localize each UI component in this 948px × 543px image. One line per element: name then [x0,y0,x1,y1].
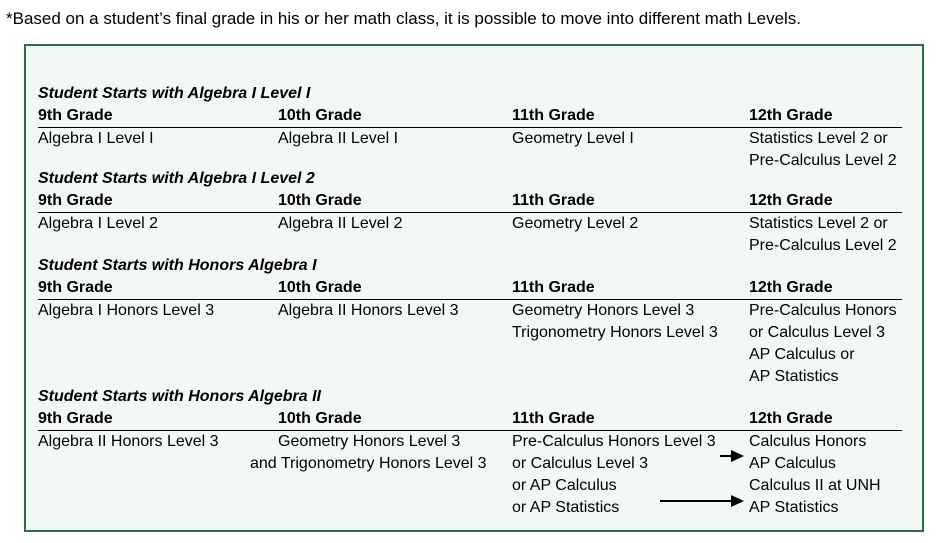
course-cell: AP Calculus or [749,346,855,363]
course-pathway-panel [24,44,924,532]
course-cell: AP Calculus [749,455,836,472]
grade-header-12: 12th Grade [749,107,833,124]
course-cell: Algebra II Honors Level 3 [278,302,459,319]
course-cell: Geometry Level I [512,130,634,147]
arrow-icon [660,500,732,502]
course-cell: or Calculus Level 3 [749,324,886,341]
grade-header-10: 10th Grade [278,192,362,209]
course-cell: Algebra I Level 2 [38,215,159,232]
course-cell: Pre-Calculus Level 2 [749,237,897,254]
grade-header-9: 9th Grade [38,410,113,427]
course-cell: or AP Calculus [512,477,617,494]
course-cell: Calculus II at UNH [749,477,881,494]
course-cell: Algebra I Honors Level 3 [38,302,215,319]
arrow-head-icon [731,495,744,507]
grade-header-11: 11th Grade [512,107,595,124]
course-cell: and Trigonometry Honors Level 3 [250,455,487,472]
course-cell: Pre-Calculus Honors Level 3 [512,433,716,450]
grade-header-12: 12th Grade [749,279,833,296]
course-cell: Geometry Level 2 [512,215,639,232]
course-cell: AP Statistics [749,499,839,516]
grade-header-11: 11th Grade [512,279,595,296]
footnote: *Based on a student’s final grade in his or her math class, it is possible to move into different math Levels. [6,9,802,28]
grade-header-10: 10th Grade [278,107,362,124]
grade-header-9: 9th Grade [38,107,113,124]
course-cell: Algebra II Level 2 [278,215,403,232]
course-cell: Algebra II Honors Level 3 [38,433,219,450]
course-cell: Algebra I Level I [38,130,154,147]
course-cell: Geometry Honors Level 3 [512,302,695,319]
course-cell: Pre-Calculus Honors [749,302,897,319]
grade-header-12: 12th Grade [749,192,833,209]
course-cell: Calculus Honors [749,433,867,450]
course-cell: Pre-Calculus Level 2 [749,152,897,169]
course-cell: or AP Statistics [512,499,620,516]
grade-header-12: 12th Grade [749,410,833,427]
section-title: Student Starts with Honors Algebra II [38,388,321,405]
course-cell: Statistics Level 2 or [749,215,888,232]
grade-header-10: 10th Grade [278,410,362,427]
course-cell: Trigonometry Honors Level 3 [512,324,718,341]
grade-header-11: 11th Grade [512,192,595,209]
section-title: Student Starts with Algebra I Level I [38,85,311,102]
grade-header-10: 10th Grade [278,279,362,296]
arrow-head-icon [731,450,744,462]
course-cell: Geometry Honors Level 3 [278,433,461,450]
section-title: Student Starts with Algebra I Level 2 [38,170,315,187]
course-cell: AP Statistics [749,368,839,385]
grade-header-11: 11th Grade [512,410,595,427]
grade-header-9: 9th Grade [38,192,113,209]
course-cell: or Calculus Level 3 [512,455,649,472]
section-title: Student Starts with Honors Algebra I [38,257,317,274]
course-cell: Algebra II Level I [278,130,399,147]
grade-header-9: 9th Grade [38,279,113,296]
course-cell: Statistics Level 2 or [749,130,888,147]
